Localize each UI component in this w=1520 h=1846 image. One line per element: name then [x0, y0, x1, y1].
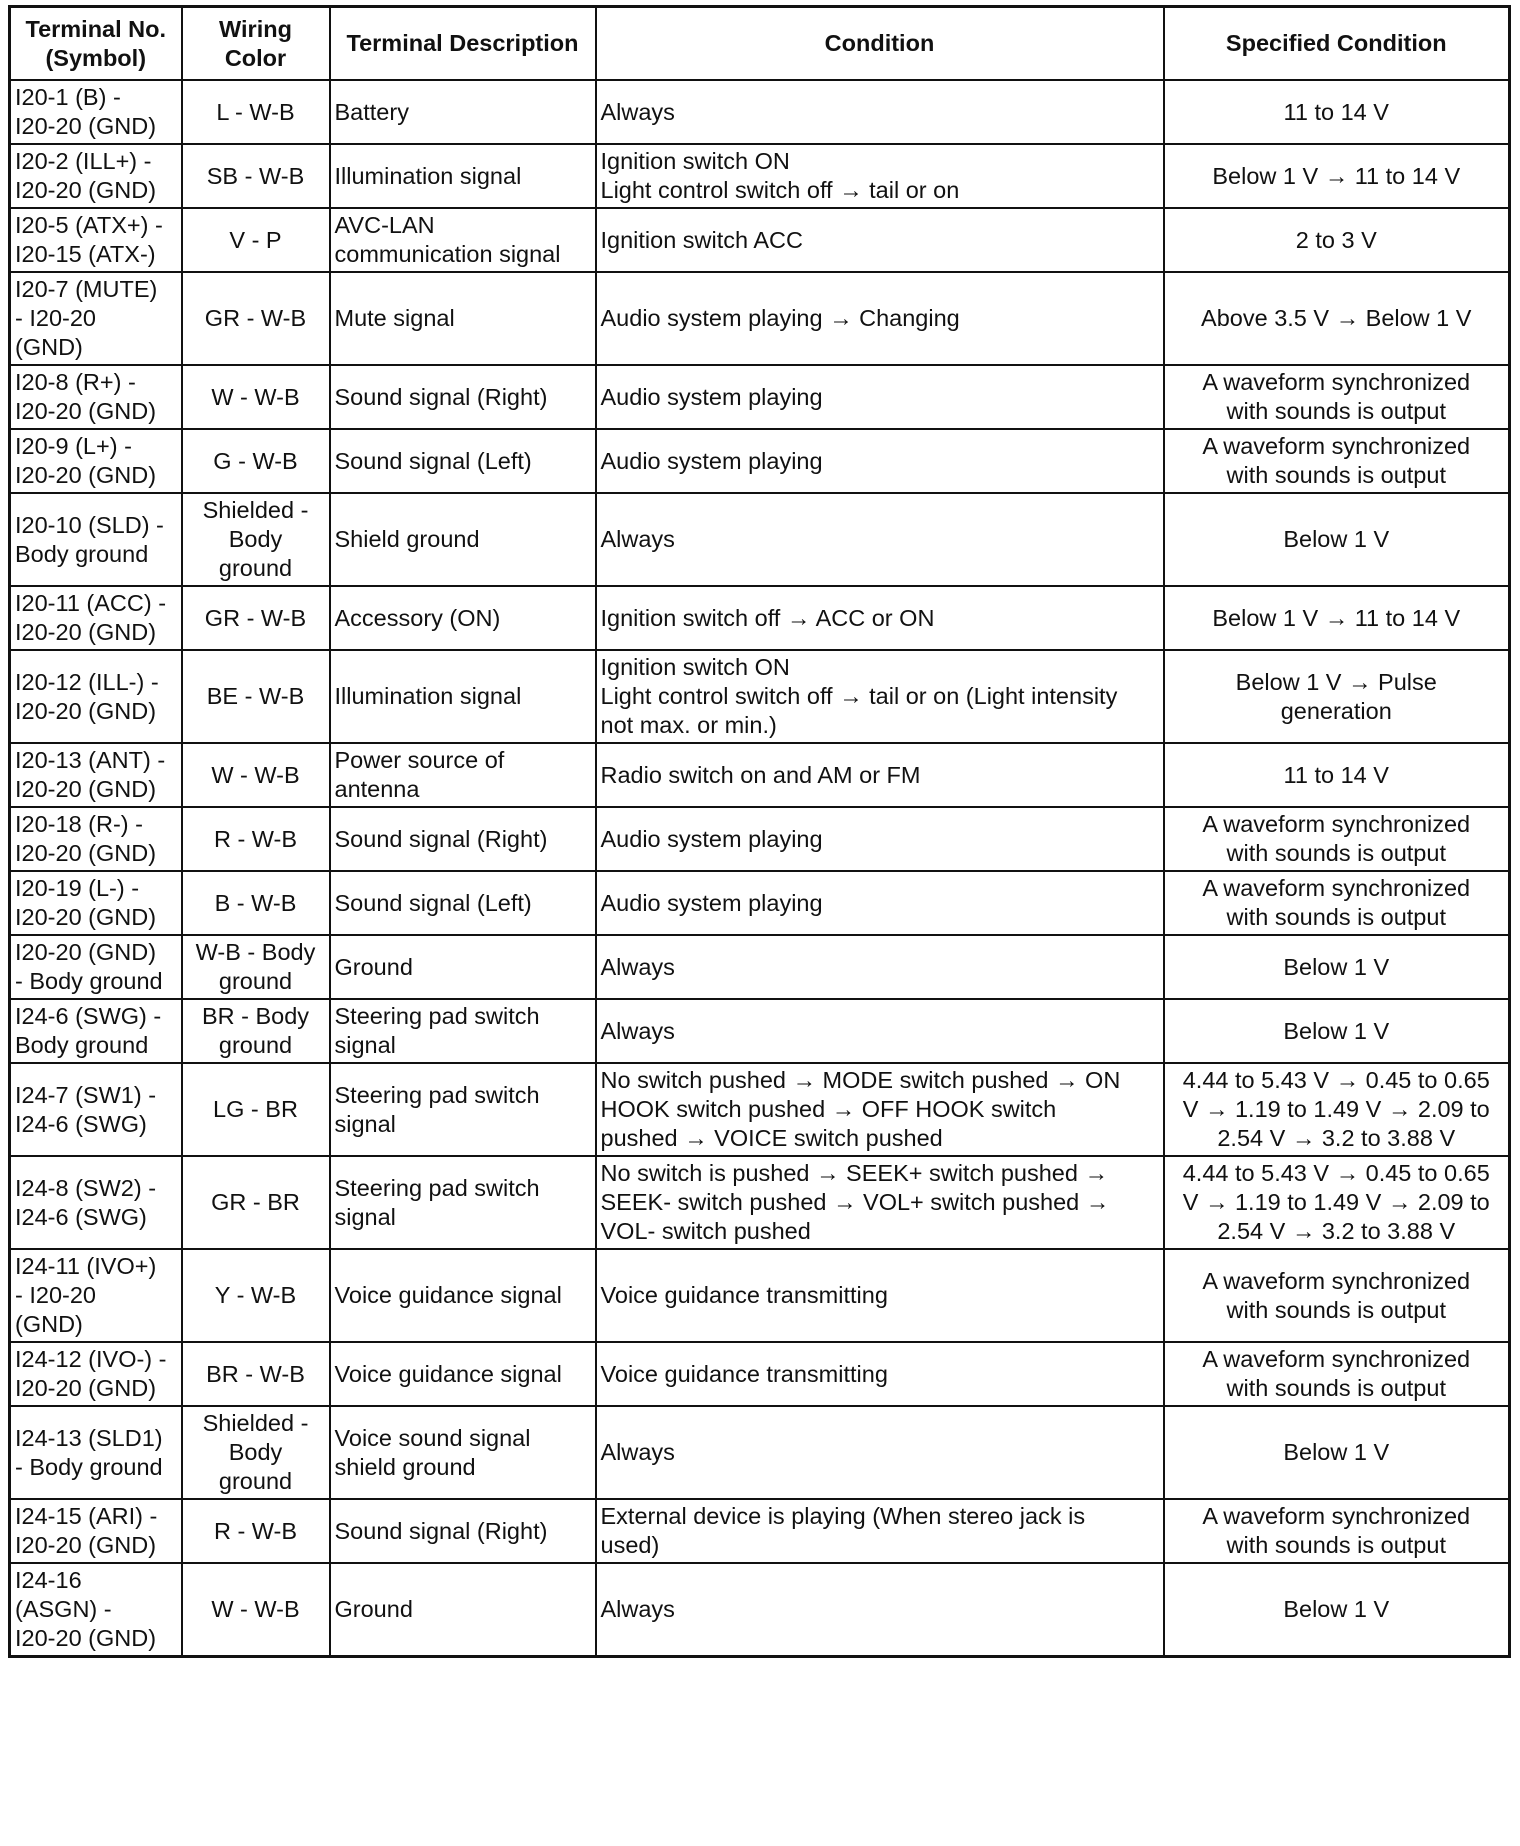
cell-condition: Always — [596, 999, 1164, 1063]
cell-wiring-color: G - W-B — [182, 429, 330, 493]
cell-specified-condition: A waveform synchronized with sounds is output — [1164, 1342, 1510, 1406]
table-row — [10, 1063, 1510, 1156]
cell-terminal: I20-7 (MUTE) - I20-20 (GND) — [10, 272, 182, 365]
cell-terminal: I20-12 (ILL-) - I20-20 (GND) — [10, 650, 182, 743]
cell-description: Mute signal — [330, 272, 596, 365]
cell-terminal: I24-15 (ARI) - I20-20 (GND) — [10, 1499, 182, 1563]
cell-specified-condition: 4.44 to 5.43 V → 0.45 to 0.65 V → 1.19 to 1.49 V → 2.09 to 2.54 V → 3.2 to 3.88 V — [1164, 1156, 1510, 1249]
cell-specified-condition: Below 1 V — [1164, 935, 1510, 999]
cell-condition: Audio system playing — [596, 365, 1164, 429]
cell-terminal: I20-8 (R+) - I20-20 (GND) — [10, 365, 182, 429]
cell-wiring-color: SB - W-B — [182, 144, 330, 208]
cell-wiring-color: GR - BR — [182, 1156, 330, 1249]
cell-wiring-color: W - W-B — [182, 743, 330, 807]
cell-wiring-color: Shielded - Body ground — [182, 1406, 330, 1499]
table-row — [10, 586, 1510, 650]
cell-specified-condition: Below 1 V — [1164, 493, 1510, 586]
table-row — [10, 1342, 1510, 1406]
cell-description: Steering pad switch signal — [330, 1063, 596, 1156]
cell-condition: External device is playing (When stereo jack is used) — [596, 1499, 1164, 1563]
cell-description: Steering pad switch signal — [330, 1156, 596, 1249]
cell-condition: Always — [596, 935, 1164, 999]
cell-wiring-color: B - W-B — [182, 871, 330, 935]
cell-specified-condition: A waveform synchronized with sounds is output — [1164, 807, 1510, 871]
table-row — [10, 1406, 1510, 1499]
cell-condition: Ignition switch ACC — [596, 208, 1164, 272]
cell-condition: Ignition switch ON Light control switch off → tail or on (Light intensity not max. or min.) — [596, 650, 1164, 743]
cell-description: Ground — [330, 1563, 596, 1657]
cell-wiring-color: W-B - Body ground — [182, 935, 330, 999]
table-body — [10, 80, 1510, 1657]
header-terminal-description: Terminal Description — [330, 7, 596, 81]
table-row — [10, 1249, 1510, 1342]
cell-description: Accessory (ON) — [330, 586, 596, 650]
table-row — [10, 999, 1510, 1063]
cell-description: Power source of antenna — [330, 743, 596, 807]
cell-specified-condition: 2 to 3 V — [1164, 208, 1510, 272]
cell-terminal: I20-5 (ATX+) - I20-15 (ATX-) — [10, 208, 182, 272]
cell-terminal: I20-10 (SLD) - Body ground — [10, 493, 182, 586]
cell-terminal: I20-11 (ACC) - I20-20 (GND) — [10, 586, 182, 650]
cell-description: Voice guidance signal — [330, 1342, 596, 1406]
cell-condition: Voice guidance transmitting — [596, 1249, 1164, 1342]
cell-description: Illumination signal — [330, 144, 596, 208]
cell-description: Sound signal (Left) — [330, 429, 596, 493]
cell-condition: Always — [596, 493, 1164, 586]
table-row — [10, 871, 1510, 935]
cell-terminal: I24-16 (ASGN) - I20-20 (GND) — [10, 1563, 182, 1657]
cell-description: Voice guidance signal — [330, 1249, 596, 1342]
table-row — [10, 144, 1510, 208]
cell-condition: Always — [596, 80, 1164, 144]
cell-wiring-color: W - W-B — [182, 1563, 330, 1657]
cell-wiring-color: L - W-B — [182, 80, 330, 144]
cell-wiring-color: R - W-B — [182, 1499, 330, 1563]
cell-terminal: I24-6 (SWG) - Body ground — [10, 999, 182, 1063]
cell-wiring-color: BR - W-B — [182, 1342, 330, 1406]
cell-terminal: I24-13 (SLD1) - Body ground — [10, 1406, 182, 1499]
cell-description: Illumination signal — [330, 650, 596, 743]
cell-specified-condition: Below 1 V → 11 to 14 V — [1164, 586, 1510, 650]
cell-specified-condition: 11 to 14 V — [1164, 743, 1510, 807]
cell-terminal: I24-7 (SW1) - I24-6 (SWG) — [10, 1063, 182, 1156]
terminal-table-sheet — [8, 5, 1508, 1658]
cell-wiring-color: R - W-B — [182, 807, 330, 871]
table-row — [10, 807, 1510, 871]
cell-condition: No switch pushed → MODE switch pushed → ON HOOK switch pushed → OFF HOOK switch pushed → VOICE switch pushed — [596, 1063, 1164, 1156]
cell-wiring-color: V - P — [182, 208, 330, 272]
cell-terminal: I20-1 (B) - I20-20 (GND) — [10, 80, 182, 144]
cell-condition: Voice guidance transmitting — [596, 1342, 1164, 1406]
table-row — [10, 650, 1510, 743]
cell-condition: Audio system playing → Changing — [596, 272, 1164, 365]
cell-description: Ground — [330, 935, 596, 999]
cell-description: Voice sound signal shield ground — [330, 1406, 596, 1499]
table-row — [10, 208, 1510, 272]
cell-terminal: I20-19 (L-) - I20-20 (GND) — [10, 871, 182, 935]
cell-terminal: I24-11 (IVO+) - I20-20 (GND) — [10, 1249, 182, 1342]
cell-wiring-color: GR - W-B — [182, 272, 330, 365]
cell-specified-condition: Below 1 V — [1164, 999, 1510, 1063]
cell-wiring-color: W - W-B — [182, 365, 330, 429]
table-row — [10, 493, 1510, 586]
cell-specified-condition: 11 to 14 V — [1164, 80, 1510, 144]
table-row — [10, 272, 1510, 365]
cell-wiring-color: LG - BR — [182, 1063, 330, 1156]
table-row — [10, 365, 1510, 429]
cell-terminal: I24-12 (IVO-) - I20-20 (GND) — [10, 1342, 182, 1406]
cell-condition: Audio system playing — [596, 807, 1164, 871]
cell-condition: Ignition switch ON Light control switch off → tail or on — [596, 144, 1164, 208]
cell-specified-condition: Below 1 V — [1164, 1563, 1510, 1657]
header-wiring-color: Wiring Color — [182, 7, 330, 81]
cell-description: Sound signal (Right) — [330, 807, 596, 871]
cell-specified-condition: A waveform synchronized with sounds is output — [1164, 1249, 1510, 1342]
cell-wiring-color: Y - W-B — [182, 1249, 330, 1342]
table-row — [10, 935, 1510, 999]
cell-specified-condition: Below 1 V — [1164, 1406, 1510, 1499]
cell-condition: No switch is pushed → SEEK+ switch pushed → SEEK- switch pushed → VOL+ switch pushed → VOL- switch pushed — [596, 1156, 1164, 1249]
cell-description: AVC-LAN communication signal — [330, 208, 596, 272]
cell-wiring-color: BE - W-B — [182, 650, 330, 743]
header-terminal-no: Terminal No. (Symbol) — [10, 7, 182, 81]
cell-condition: Always — [596, 1406, 1164, 1499]
cell-specified-condition: Above 3.5 V → Below 1 V — [1164, 272, 1510, 365]
cell-terminal: I20-20 (GND) - Body ground — [10, 935, 182, 999]
cell-description: Sound signal (Left) — [330, 871, 596, 935]
table-row — [10, 1499, 1510, 1563]
cell-terminal: I20-9 (L+) - I20-20 (GND) — [10, 429, 182, 493]
cell-description: Sound signal (Right) — [330, 365, 596, 429]
cell-specified-condition: A waveform synchronized with sounds is output — [1164, 365, 1510, 429]
cell-condition: Always — [596, 1563, 1164, 1657]
table-row — [10, 429, 1510, 493]
cell-description: Shield ground — [330, 493, 596, 586]
cell-description: Sound signal (Right) — [330, 1499, 596, 1563]
cell-wiring-color: BR - Body ground — [182, 999, 330, 1063]
cell-description: Battery — [330, 80, 596, 144]
cell-specified-condition: A waveform synchronized with sounds is output — [1164, 1499, 1510, 1563]
terminal-table — [8, 5, 1511, 1658]
cell-wiring-color: GR - W-B — [182, 586, 330, 650]
table-row — [10, 80, 1510, 144]
table-row — [10, 743, 1510, 807]
header-condition: Condition — [596, 7, 1164, 81]
cell-terminal: I24-8 (SW2) - I24-6 (SWG) — [10, 1156, 182, 1249]
cell-condition: Audio system playing — [596, 871, 1164, 935]
cell-wiring-color: Shielded - Body ground — [182, 493, 330, 586]
cell-specified-condition: Below 1 V → 11 to 14 V — [1164, 144, 1510, 208]
header-row — [10, 7, 1510, 81]
cell-description: Steering pad switch signal — [330, 999, 596, 1063]
cell-specified-condition: A waveform synchronized with sounds is output — [1164, 429, 1510, 493]
cell-condition: Audio system playing — [596, 429, 1164, 493]
header-specified-condition: Specified Condition — [1164, 7, 1510, 81]
cell-specified-condition: Below 1 V → Pulse generation — [1164, 650, 1510, 743]
cell-terminal: I20-2 (ILL+) - I20-20 (GND) — [10, 144, 182, 208]
table-row — [10, 1563, 1510, 1657]
cell-condition: Radio switch on and AM or FM — [596, 743, 1164, 807]
cell-condition: Ignition switch off → ACC or ON — [596, 586, 1164, 650]
cell-terminal: I20-13 (ANT) - I20-20 (GND) — [10, 743, 182, 807]
cell-specified-condition: A waveform synchronized with sounds is output — [1164, 871, 1510, 935]
cell-terminal: I20-18 (R-) - I20-20 (GND) — [10, 807, 182, 871]
table-row — [10, 1156, 1510, 1249]
cell-specified-condition: 4.44 to 5.43 V → 0.45 to 0.65 V → 1.19 to 1.49 V → 2.09 to 2.54 V → 3.2 to 3.88 V — [1164, 1063, 1510, 1156]
